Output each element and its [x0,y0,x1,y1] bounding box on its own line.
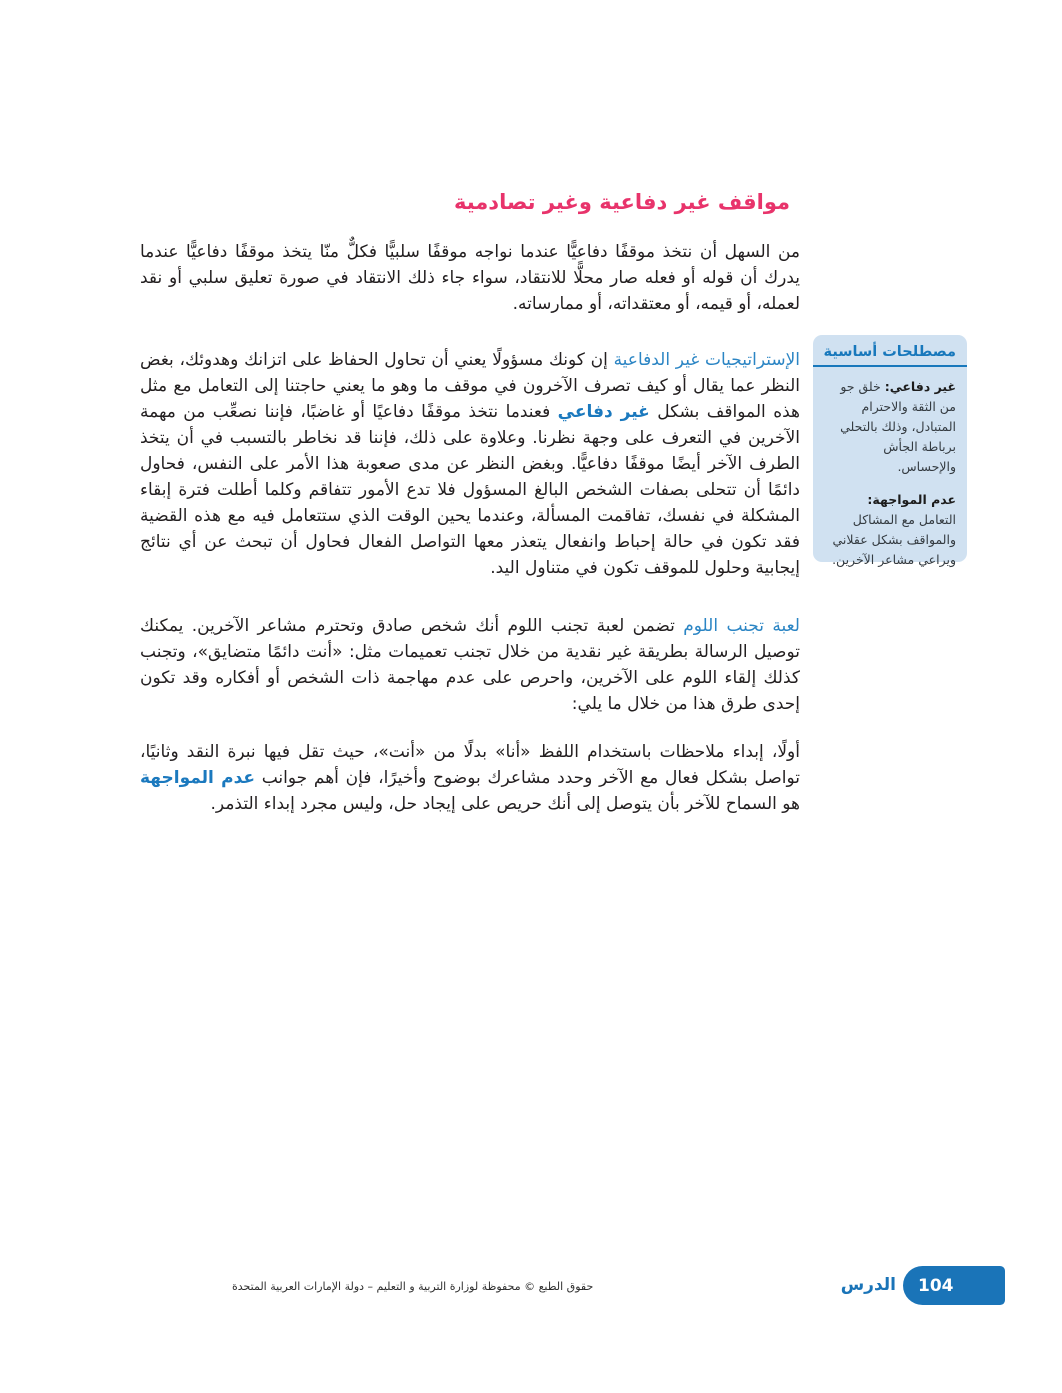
paragraph-intro-text: من السهل أن نتخذ موقفًا دفاعيًّا عندما نواجه موقفًا سلبيًّا فكلٌّ منّا يتخذ موقفًا دفاعيًّا عندما يدرك أن قوله أو فعله صار محلًّا للانتقاد، سواء جاء ذلك الانتقاد في صورة تعليق سلبي أو نقد لعمله، أو قيمه، أو معتقداته، أو ممارساته. [140,242,800,314]
key-terms-box-title: مصطلحات أساسية [813,335,967,367]
paragraph-text: إن كونك مسؤولًا يعني أن تحاول الحفاظ على اتزانك وهدوئك، بغض النظر عما يقال أو كيف تصرف الآخرون في موقف ما وهو ما يعني حاجتنا إلى التعامل مع مثل هذه المواقف بشكل [140,350,800,422]
key-term-entry [821,377,956,477]
paragraph-text: تضمن لعبة تجنب اللوم أنك شخص صادق وتحترم مشاعر الآخرين. يمكنك توصيل الرسالة بطريقة غير نقدية من خلال تجنب تعميمات مثل: «أنت دائمًا متضايق»، وتجنب كذلك إلقاء اللوم على الآخرين، واحرص على عدم مهاجمة ذات الشخص أو أفكاره وقد تكون إحدى طرق هذا من خلال ما يلي: [140,616,800,714]
paragraph-text: فعندما نتخذ موقفًا دفاعيًا أو غاضبًا، فإننا نصعِّب من مهمة الآخرين في التعرف على وجهة نظرنا. وعلاوة على ذلك، فإننا قد نخاطر بالتسبب في أن يتخذ الطرف الآخر أيضًا موقفًا دفاعيًّا. وبغض النظر عن مدى صعوبة هذا الأمر على النفس، فحاول دائمًا أن تتحلى بصفات الشخص البالغ المسؤول فلا تدع الأمور تتفاقم وكلما أطلت فترة إبقاء المشكلة في نفسك، تفاقمت المسألة، وعندما يحين الوقت الذي ستتعامل فيه مع هذه القضية فقد تكون في حالة إحباط وانفعال يتعذر معها التواصل الفعال فحاول أن تبحث عن أي نتائج إيجابية وحلول للموقف تكون في متناول اليد. [140,402,800,578]
lead-in-blame-avoidance: لعبة تجنب اللوم [683,616,800,636]
paragraph-intro [140,239,800,317]
paragraph-text: أولًا، إبداء ملاحظات باستخدام اللفظ «أنا» بدلًا من «أنت»، حيث تقل فيها نبرة النقد وثانيًا، تواصل بشكل فعال مع الآخر وحدد مشاعرك بوضوح وأخيرًا، فإن أهم جوانب [140,742,801,788]
page-title: مواقف غير دفاعية وغير تصادمية [454,190,790,215]
key-term-label: غير دفاعي: [884,379,956,394]
key-term-entry [821,490,956,570]
key-term-nonconfrontation: عدم المواجهة [140,768,256,788]
key-term-definition: خلق جو من الثقة والاحترام المتبادل، وذلك بالتحلي برباطة الجأش والإحساس. [840,379,956,474]
paragraph-nondefensive-strategies [140,347,800,581]
page-number-badge [903,1266,1005,1305]
paragraph-blame-avoidance-game [140,613,800,717]
lead-in-nondefensive-strategies: الإستراتيجيات غير الدفاعية [613,350,800,370]
paragraph-nonconfrontation [140,739,800,817]
key-term-definition: التعامل مع المشاكل والمواقف بشكل عقلاني ويراعي مشاعر الآخرين. [832,512,956,567]
paragraph-text: هو السماح للآخر بأن يتوصل إلى أنك حريص على إيجاد حل، وليس مجرد إبداء التذمر. [210,794,800,814]
copyright-notice: حقوق الطبع © محفوظة لوزارة التربية و التعليم – دولة الإمارات العربية المتحدة [232,1280,594,1293]
key-terms-box [813,335,967,567]
key-term-label: عدم المواجهة: [867,492,956,507]
page-number: 104 [918,1275,954,1296]
key-term-nondefensive: غير دفاعي [557,402,650,422]
key-terms-box-body [813,367,967,578]
lesson-label: الدرس [840,1275,896,1295]
